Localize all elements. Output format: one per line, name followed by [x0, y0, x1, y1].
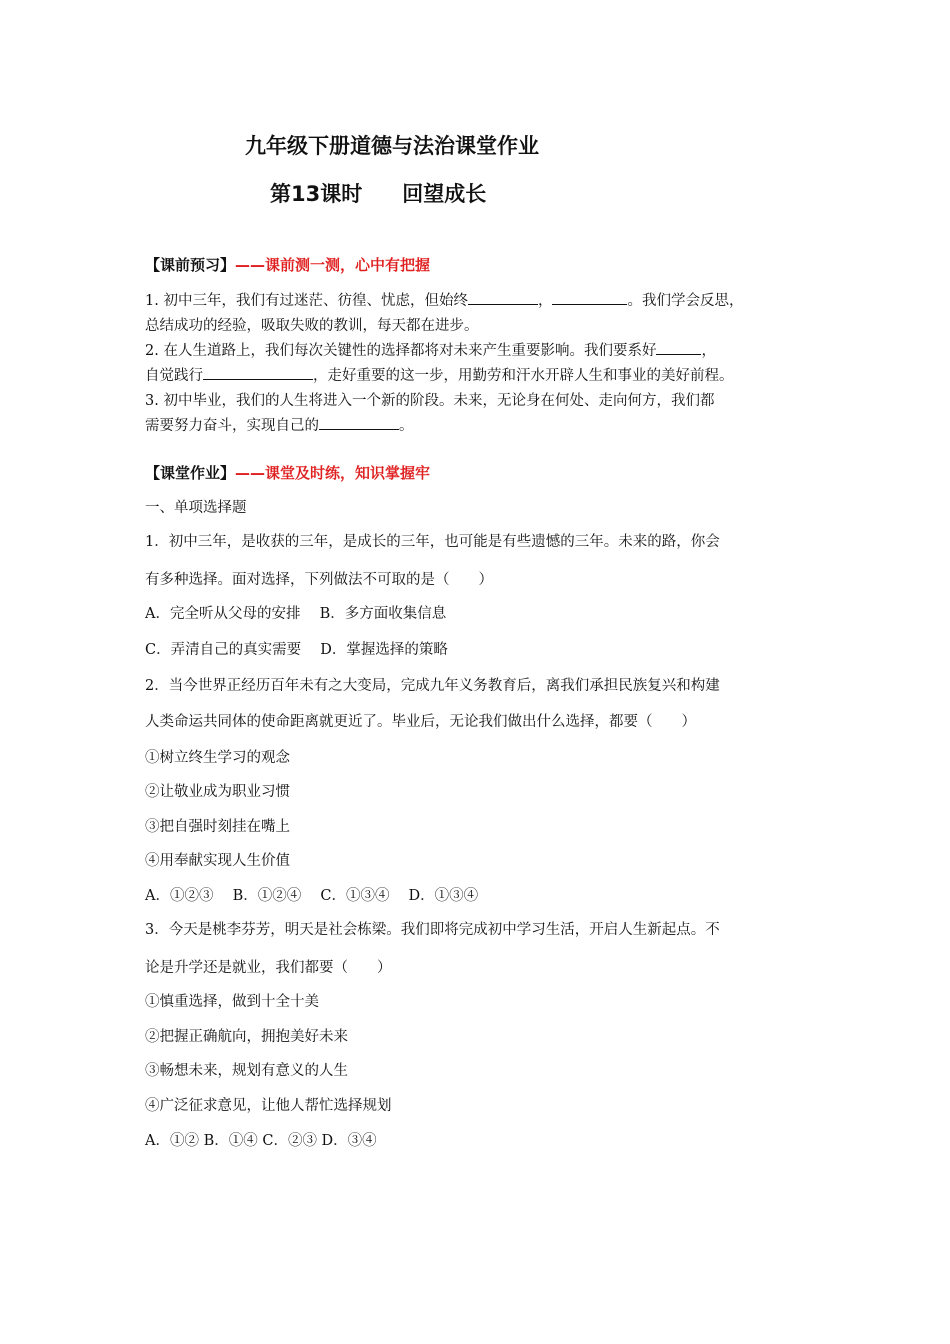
answer-blank[interactable] — [552, 290, 627, 305]
q3-statement-4: ④广泛征求意见，让他人帮忙选择规划 — [145, 1098, 392, 1114]
answer-blank[interactable] — [203, 365, 313, 380]
answer-blank[interactable] — [656, 340, 701, 355]
document-title: 九年级下册道德与法治课堂作业 — [245, 134, 539, 158]
preview-slogan: ——课前测一测，心中有把握 — [235, 256, 431, 274]
preview-item-3: 3. 初中毕业，我们的人生将进入一个新的阶段。未来，无论身在何处、走向何方，我们都 — [145, 393, 715, 409]
q3-options: A．①② B．①④ C．②③ D．③④ — [145, 1133, 377, 1149]
q3-statement-3: ③畅想未来，规划有意义的人生 — [145, 1063, 348, 1079]
q3-statement-2: ②把握正确航向，拥抱美好未来 — [145, 1029, 348, 1045]
preview-item-1: 1. 初中三年，我们有过迷茫、彷徨、忧虑，但始终 ， 。我们学会反思， — [145, 289, 825, 310]
q1-stem-1: 1．初中三年，是收获的三年，是成长的三年，也可能是有些遗憾的三年。未来的路，你会 — [145, 534, 720, 550]
answer-blank[interactable] — [468, 290, 538, 305]
q3-stem-1: 3．今天是桃李芬芳，明天是社会栋梁。我们即将完成初中学习生活，开启人生新起点。不 — [145, 922, 720, 938]
classwork-label: 【课堂作业】 — [145, 464, 236, 482]
section-heading: 一、单项选择题 — [145, 500, 247, 516]
lesson-subtitle — [270, 178, 950, 208]
q2-stem-1: 2．当今世界正经历百年未有之大变局，完成九年义务教育后，离我们承担民族复兴和构建 — [145, 678, 720, 694]
q2-options: A．①②③ B．①②④ C．①③④ D．①③④ — [145, 888, 479, 904]
lesson-number: 第13课时 — [270, 182, 363, 206]
preview-item-3-cont: 需要努力奋斗，实现自己的 。 — [145, 414, 825, 435]
preview-item-2: 2. 在人生道路上，我们每次关键性的选择都将对未来产生重要影响。我们要系好 ， — [145, 339, 825, 360]
q1-options-ab: A．完全听从父母的安排 B．多方面收集信息 — [145, 606, 447, 622]
q3-stem-2: 论是升学还是就业，我们都要（ ） — [145, 960, 392, 976]
preview-item-2-cont: 自觉践行 ，走好重要的这一步，用勤劳和汗水开辟人生和事业的美好前程。 — [145, 364, 825, 385]
q3-statement-1: ①慎重选择，做到十全十美 — [145, 994, 319, 1010]
q1-options-cd: C．弄清自己的真实需要 D．掌握选择的策略 — [145, 642, 448, 658]
q2-statement-3: ③把自强时刻挂在嘴上 — [145, 819, 290, 835]
q2-statement-1: ①树立终生学习的观念 — [145, 750, 290, 766]
classwork-section-header — [145, 462, 430, 483]
preview-label: 【课前预习】 — [145, 256, 236, 274]
q2-statement-4: ④用奉献实现人生价值 — [145, 853, 290, 869]
preview-section-header — [145, 254, 430, 275]
preview-item-1-cont: 总结成功的经验，吸取失败的教训，每天都在进步。 — [145, 318, 479, 334]
answer-blank[interactable] — [319, 415, 399, 430]
q1-stem-2: 有多种选择。面对选择，下列做法不可取的是（ ） — [145, 572, 493, 588]
lesson-name: 回望成长 — [402, 182, 487, 206]
classwork-slogan: ——课堂及时练，知识掌握牢 — [235, 464, 431, 482]
q2-stem-2: 人类命运共同体的使命距离就更近了。毕业后，无论我们做出什么选择，都要（ ） — [145, 714, 696, 730]
q2-statement-2: ②让敬业成为职业习惯 — [145, 784, 290, 800]
